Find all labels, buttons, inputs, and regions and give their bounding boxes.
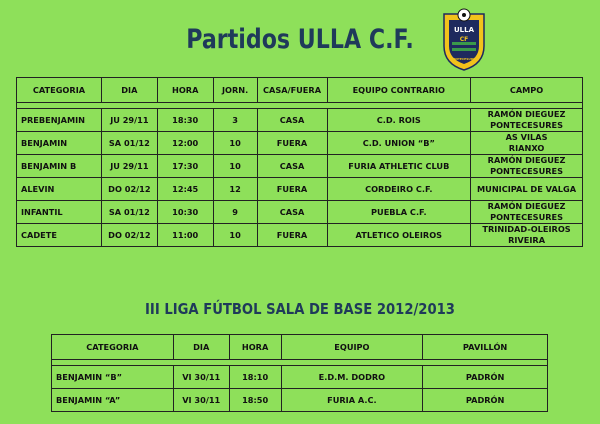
table-header-row (17, 78, 583, 103)
cell-dia: DO 02/12 (101, 224, 157, 247)
cell-hora: 10:30 (157, 201, 213, 224)
cell-equipo: CORDEIRO C.F. (327, 178, 471, 201)
cell-equipo: FURIA A.C. (281, 389, 423, 412)
cell-categoria: BENJAMIN “B” (52, 366, 174, 389)
cell-jorn: 9 (213, 201, 257, 224)
cell-equipo: ATLETICO OLEIROS (327, 224, 471, 247)
header-dia: DIA (101, 78, 157, 103)
header-pavillon: PAVILLÓN (423, 335, 548, 360)
header-hora: HORA (229, 335, 281, 360)
campo-line-2: PONTECESURES (490, 166, 564, 176)
cell-campo: MUNICIPAL DE VALGA (471, 178, 583, 201)
cell-campo (471, 155, 583, 178)
cell-categoria: CADETE (17, 224, 102, 247)
cell-equipo: C.D. UNION “B” (327, 132, 471, 155)
table-row (17, 109, 583, 132)
header-campo: CAMPO (471, 78, 583, 103)
campo-line-2: PONTECESURES (490, 212, 564, 222)
table-row (52, 389, 548, 412)
cell-campo (471, 109, 583, 132)
campo-line-1: RAMÓN DIEGUEZ (487, 155, 566, 165)
cell-categoria: PREBENJAMIN (17, 109, 102, 132)
cell-casa: FUERA (257, 132, 327, 155)
svg-text:CF: CF (459, 36, 469, 43)
table-row (17, 155, 583, 178)
club-crest-logo (440, 8, 488, 72)
cell-hora: 18:50 (229, 389, 281, 412)
campo-line-2: PONTECESURES (490, 120, 564, 130)
cell-dia: VI 30/11 (173, 389, 229, 412)
cell-casa: CASA (257, 155, 327, 178)
header-casa-fuera: CASA/FUERA (257, 78, 327, 103)
header-equipo-contrario: EQUIPO CONTRARIO (327, 78, 471, 103)
cell-jorn: 10 (213, 132, 257, 155)
cell-campo (471, 201, 583, 224)
cell-hora: 12:00 (157, 132, 213, 155)
cell-dia: JU 29/11 (101, 155, 157, 178)
cell-campo (471, 224, 583, 247)
cell-equipo: FURIA ATHLETIC CLUB (327, 155, 471, 178)
cell-hora: 18:30 (157, 109, 213, 132)
cell-equipo: C.D. ROIS (327, 109, 471, 132)
futsal-table (51, 334, 548, 412)
campo-line-1: RAMÓN DIEGUEZ (487, 109, 566, 119)
matches-table (16, 77, 583, 247)
campo-line-1: TRINIDAD-OLEIROS (482, 224, 571, 234)
cell-categoria: INFANTIL (17, 201, 102, 224)
campo-line-2: RIANXO (508, 143, 545, 153)
cell-dia: JU 29/11 (101, 109, 157, 132)
header-hora: HORA (157, 78, 213, 103)
svg-text:PONTECESURES: PONTECESURES (450, 57, 478, 61)
cell-hora: 11:00 (157, 224, 213, 247)
section-subtitle: III LIGA FÚTBOL SALA DE BASE 2012/2013 (145, 300, 455, 318)
cell-casa: CASA (257, 201, 327, 224)
header-categoria: CATEGORIA (17, 78, 102, 103)
cell-jorn: 3 (213, 109, 257, 132)
cell-dia: VI 30/11 (173, 366, 229, 389)
cell-categoria: ALEVIN (17, 178, 102, 201)
table-row (17, 201, 583, 224)
header-categoria: CATEGORIA (52, 335, 174, 360)
table-row (52, 366, 548, 389)
cell-categoria: BENJAMIN (17, 132, 102, 155)
cell-pavillon: PADRÓN (423, 366, 548, 389)
svg-text:ULLA: ULLA (453, 26, 475, 34)
header-jorn: JORN. (213, 78, 257, 103)
campo-line-1: AS VILAS (505, 132, 548, 142)
table-header-row (52, 335, 548, 360)
cell-equipo: E.D.M. DODRO (281, 366, 423, 389)
table-row (17, 224, 583, 247)
table-row (17, 132, 583, 155)
header-equipo: EQUIPO (281, 335, 423, 360)
cell-hora: 12:45 (157, 178, 213, 201)
cell-categoria: BENJAMIN “A” (52, 389, 174, 412)
cell-jorn: 10 (213, 224, 257, 247)
header-dia: DIA (173, 335, 229, 360)
cell-dia: DO 02/12 (101, 178, 157, 201)
cell-casa: FUERA (257, 178, 327, 201)
cell-jorn: 12 (213, 178, 257, 201)
cell-casa: CASA (257, 109, 327, 132)
cell-dia: SA 01/12 (101, 132, 157, 155)
cell-campo (471, 132, 583, 155)
cell-casa: FUERA (257, 224, 327, 247)
campo-line-1: RAMÓN DIEGUEZ (487, 201, 566, 211)
cell-pavillon: PADRÓN (423, 389, 548, 412)
cell-equipo: PUEBLA C.F. (327, 201, 471, 224)
table-row (17, 178, 583, 201)
cell-jorn: 10 (213, 155, 257, 178)
cell-categoria: BENJAMIN B (17, 155, 102, 178)
campo-line-2: RIVEIRA (508, 235, 546, 245)
cell-hora: 17:30 (157, 155, 213, 178)
cell-hora: 18:10 (229, 366, 281, 389)
cell-dia: SA 01/12 (101, 201, 157, 224)
page-title: Partidos ULLA C.F. (186, 24, 414, 55)
